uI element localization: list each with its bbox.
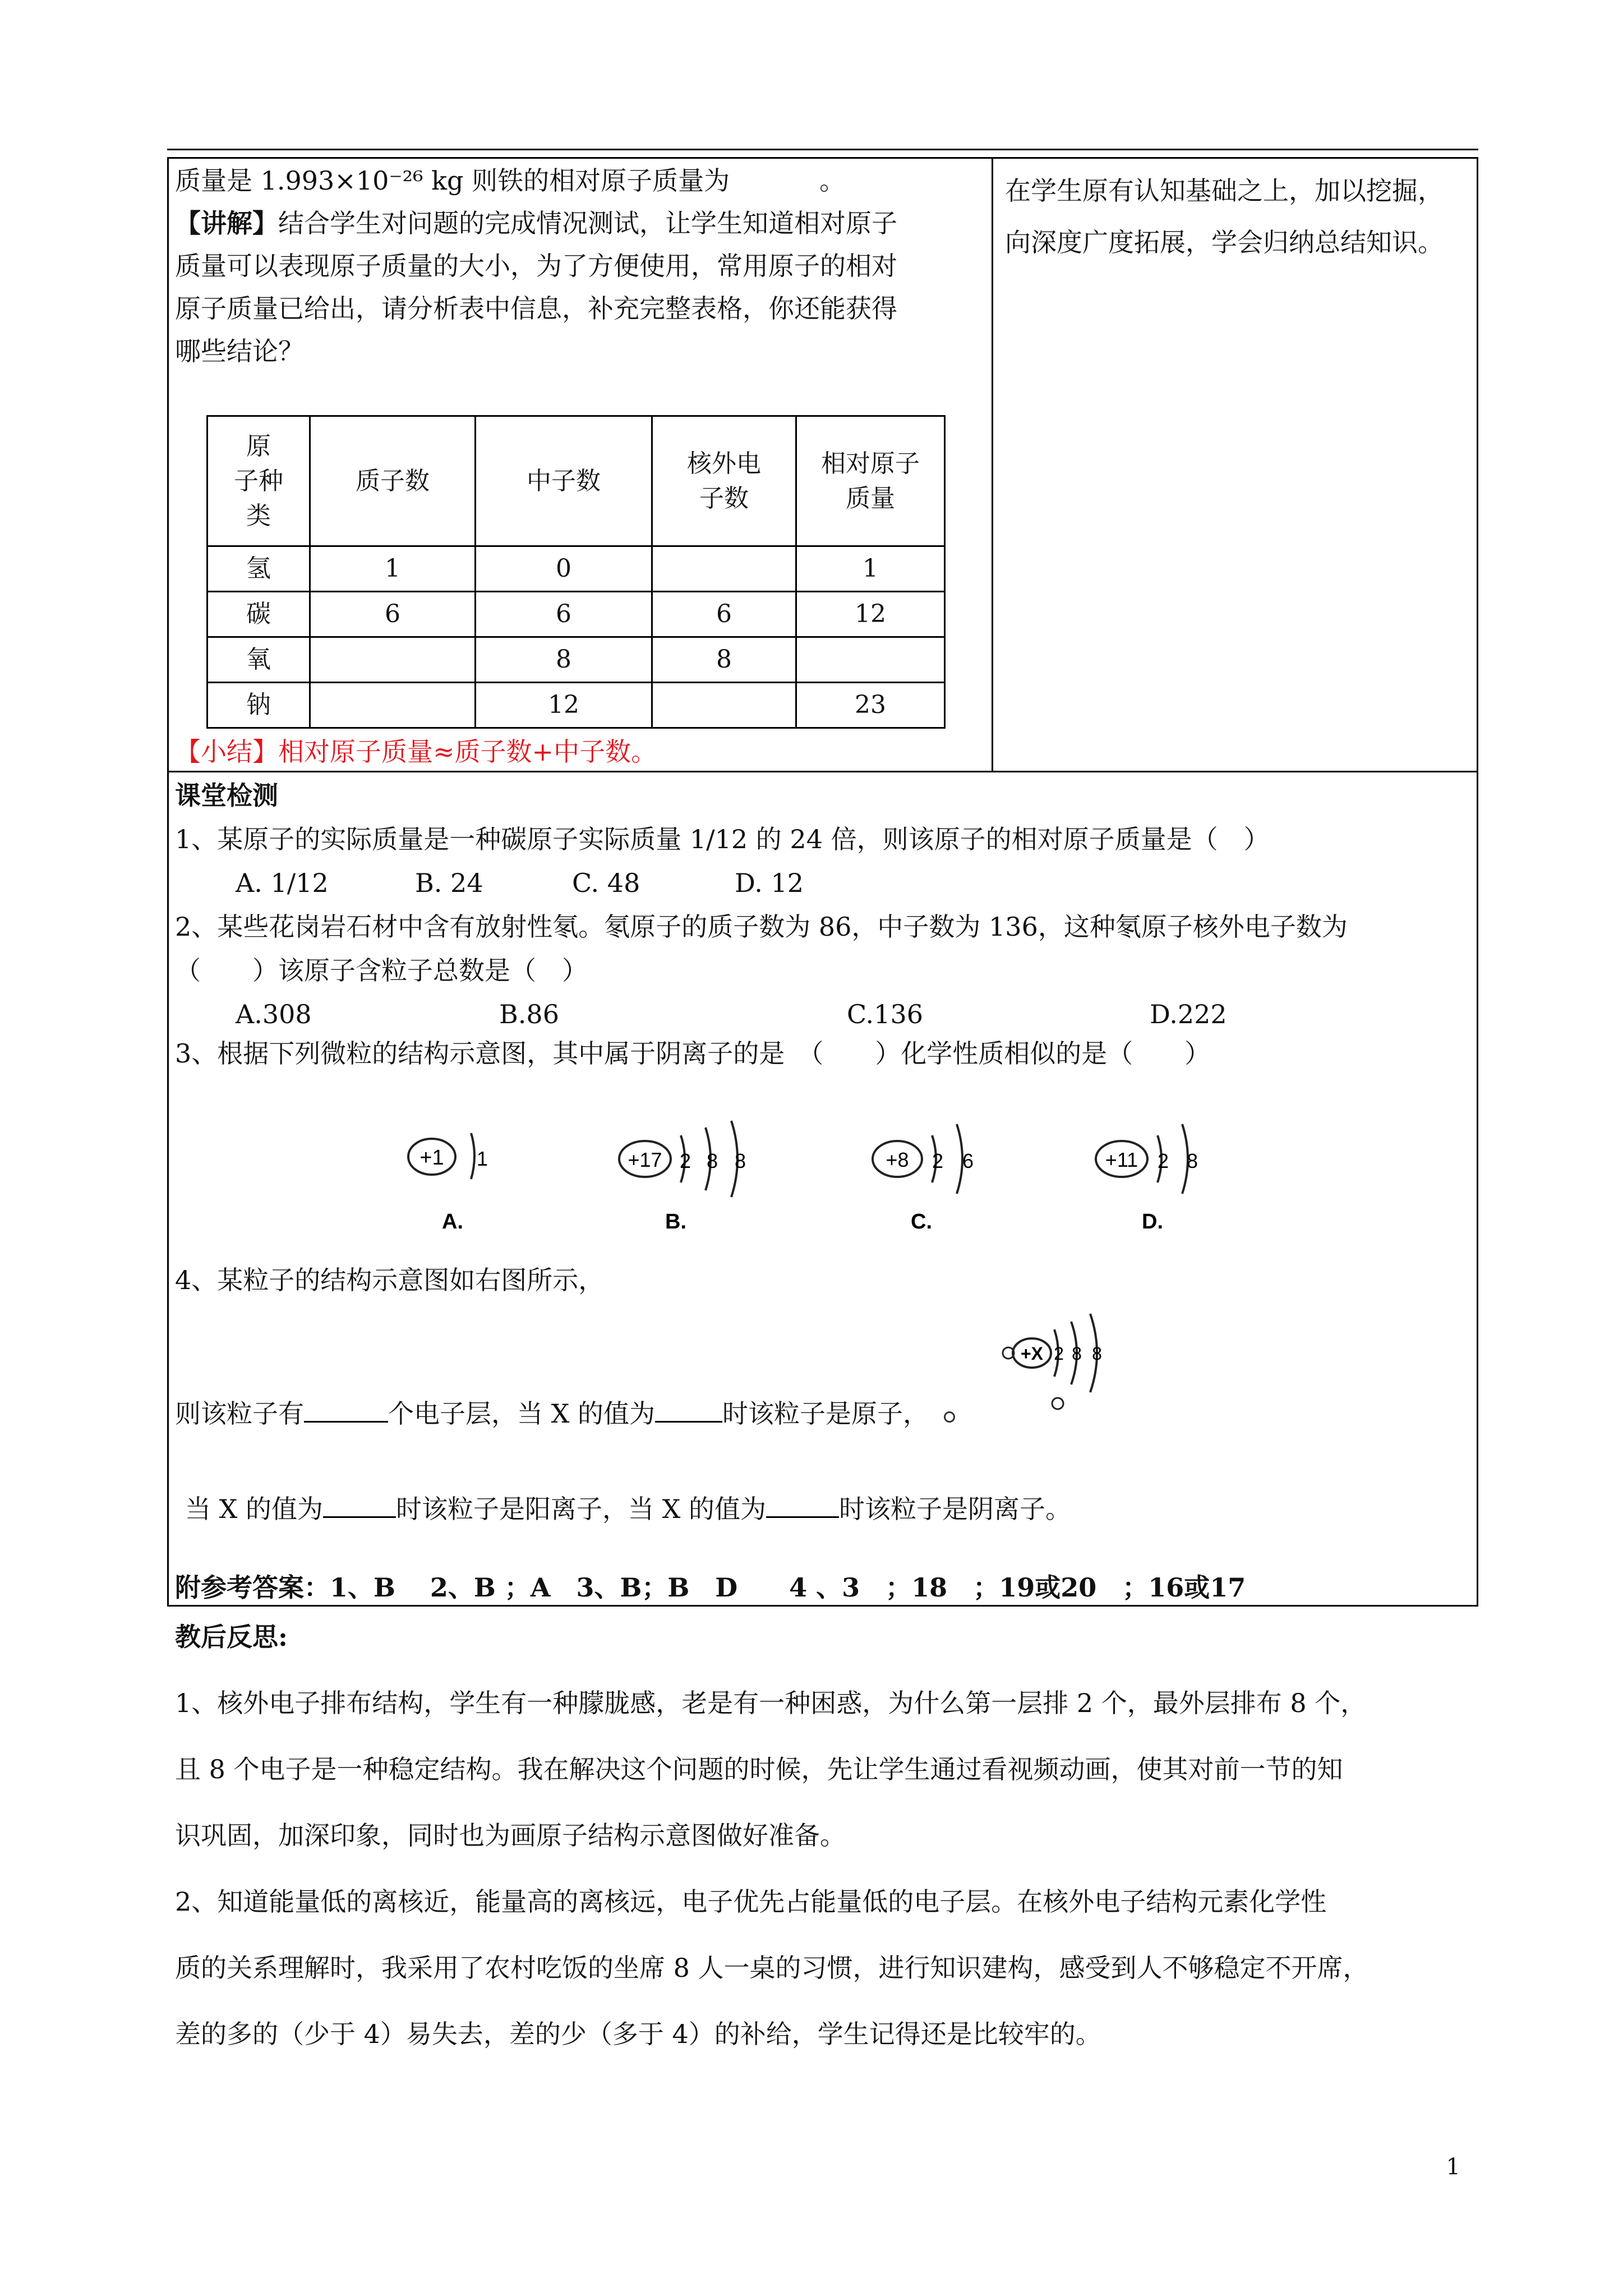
diagram-c-shell-1: 2 bbox=[932, 1149, 944, 1172]
table-cell bbox=[310, 683, 476, 728]
header-line: 子种 bbox=[234, 466, 283, 495]
intro-line1-text: 质量是 1.993×10⁻²⁶ kg 则铁的相对原子质量为 bbox=[175, 165, 730, 196]
table-header-row bbox=[208, 416, 945, 546]
diagram-a-nucleus: +1 bbox=[419, 1146, 444, 1170]
reflection-heading: 教后反思: bbox=[175, 1622, 288, 1652]
question-4-line1: 4、某粒子的结构示意图如右图所示， bbox=[175, 1265, 605, 1295]
question-2-option-d: D.222 bbox=[1150, 999, 1227, 1029]
blank-anion-x[interactable] bbox=[766, 1516, 839, 1518]
table-row bbox=[208, 683, 945, 728]
table-cell: 碳 bbox=[208, 592, 310, 637]
reflection-line5: 质的关系理解时，我采用了农村吃饭的坐席 8 人一桌的习惯，进行知识建构，感受到人不够稳定不开席， bbox=[175, 1953, 1369, 1983]
diagram-d-shell-1: 2 bbox=[1157, 1149, 1169, 1172]
atom-diagram-x bbox=[993, 1307, 1127, 1430]
header-cell-atom-type bbox=[208, 416, 310, 546]
diagram-d-nucleus: +11 bbox=[1105, 1148, 1138, 1171]
table-cell: 氢 bbox=[208, 546, 310, 592]
header-cell-electrons bbox=[652, 416, 796, 546]
quiz-heading: 课堂检测 bbox=[175, 780, 278, 811]
q4-line3-part-b: 时该粒子是阳离子，当 X 的值为 bbox=[396, 1494, 766, 1524]
diagram-c-shell-2: 6 bbox=[962, 1149, 974, 1172]
lecture-tag: 【讲解】 bbox=[175, 208, 278, 238]
question-2-line1: 2、某些花岗岩石材中含有放射性氡。氡原子的质子数为 86，中子数为 136，这种氡原子核外电子数为 bbox=[175, 912, 1348, 942]
table-row bbox=[208, 637, 945, 683]
atom-diagram-b bbox=[611, 1116, 780, 1240]
table-cell: 6 bbox=[310, 592, 476, 637]
table-cell bbox=[796, 637, 945, 683]
summary-line bbox=[175, 729, 657, 774]
question-2-option-a: A.308 bbox=[236, 999, 312, 1029]
reflection-line4: 2、知道能量低的离核近，能量高的离核远，电子优先占能量低的电子层。在核外电子结构元素化学性 bbox=[175, 1887, 1327, 1917]
table-cell: 1 bbox=[310, 546, 476, 592]
header-line: 质量 bbox=[846, 484, 895, 513]
small-circle-icon bbox=[944, 1411, 955, 1423]
table-cell: 23 bbox=[796, 683, 945, 728]
question-1-option-b: B. 24 bbox=[415, 868, 483, 898]
table-cell: 8 bbox=[476, 637, 652, 683]
blank-cation-x[interactable] bbox=[323, 1516, 396, 1518]
question-4-line3 bbox=[185, 1487, 1071, 1531]
reflection-line6: 差的多的（少于 4）易失去，差的少（多于 4）的补给，学生记得还是比较牢的。 bbox=[175, 2019, 1101, 2049]
header-line: 核外电 bbox=[687, 449, 761, 478]
diagram-a-shell-1: 1 bbox=[476, 1147, 488, 1170]
diagram-x-shell-2: 8 bbox=[1072, 1343, 1082, 1364]
header-cell-protons: 质子数 bbox=[310, 416, 476, 546]
lecture-line4: 哪些结论？ bbox=[175, 336, 304, 366]
question-4-line2 bbox=[175, 1391, 955, 1436]
table-row bbox=[208, 592, 945, 637]
header-cell-relative-mass bbox=[796, 416, 945, 546]
diagram-c-nucleus: +8 bbox=[886, 1148, 909, 1171]
answer-key: 附参考答案：1、B 2、B ；A 3、B；B D 4 、3 ；18 ；19或20 ；16或17 bbox=[175, 1572, 1246, 1603]
diagram-c-label: C. bbox=[911, 1210, 932, 1234]
lecture-line1 bbox=[175, 201, 897, 246]
table-cell: 1 bbox=[796, 546, 945, 592]
side-note-line2: 向深度广度拓展，学会归纳总结知识。 bbox=[1005, 227, 1444, 257]
diagram-d-label: D. bbox=[1142, 1210, 1163, 1234]
table-cell bbox=[652, 546, 796, 592]
blank-electron-layers[interactable] bbox=[304, 1421, 388, 1423]
diagram-b-shell-3: 8 bbox=[734, 1149, 746, 1172]
question-1-option-d: D. 12 bbox=[735, 868, 804, 898]
q4-line2-part-a: 则该粒子有 bbox=[175, 1398, 304, 1429]
diagram-a-label: A. bbox=[442, 1210, 463, 1234]
atom-diagram-a bbox=[404, 1116, 505, 1240]
quiz-section-frame bbox=[167, 771, 1478, 1607]
table-cell: 氧 bbox=[208, 637, 310, 683]
reflection-line1: 1、核外电子排布结构，学生有一种朦胧感，老是有一种困惑，为什么第一层排 2 个，最外层排布 8 个， bbox=[175, 1688, 1367, 1718]
diagram-b-shell-1: 2 bbox=[679, 1149, 691, 1172]
atom-diagram-c bbox=[864, 1116, 1009, 1240]
question-1: 1、某原子的实际质量是一种碳原子实际质量 1/12 的 24 倍，则该原子的相对原子质量是（ ） bbox=[175, 824, 1270, 854]
page-number: 1 bbox=[1446, 2154, 1460, 2180]
diagram-x-shell-3: 8 bbox=[1092, 1343, 1102, 1364]
column-divider bbox=[992, 157, 993, 772]
summary-text: 相对原子质量≈质子数+中子数。 bbox=[278, 737, 657, 767]
table-cell: 8 bbox=[652, 637, 796, 683]
diagram-x-nucleus: +X bbox=[1020, 1343, 1044, 1364]
question-2-line2: （ ）该原子含粒子总数是（ ） bbox=[175, 955, 588, 986]
table-cell bbox=[310, 637, 476, 683]
q4-line2-part-c: 时该粒子是原子， bbox=[722, 1398, 929, 1429]
header-line: 类 bbox=[246, 501, 271, 530]
summary-tag: 【小结】 bbox=[175, 737, 278, 767]
question-3: 3、根据下列微粒的结构示意图，其中属于阴离子的是 （ ）化学性质相似的是（ ） bbox=[175, 1038, 1211, 1069]
question-2-option-b: B.86 bbox=[499, 999, 559, 1029]
question-1-option-a: A. 1/12 bbox=[236, 868, 329, 898]
table-cell bbox=[652, 683, 796, 728]
diagram-d-shell-2: 8 bbox=[1186, 1149, 1198, 1172]
reflection-line2: 且 8 个电子是一种稳定结构。我在解决这个问题的时候，先让学生通过看视频动画，使其对前一节的知 bbox=[175, 1754, 1343, 1784]
blank-atom-x[interactable] bbox=[655, 1421, 722, 1423]
table-cell: 12 bbox=[476, 683, 652, 728]
diagram-b-shell-2: 8 bbox=[706, 1149, 718, 1172]
table-cell: 6 bbox=[476, 592, 652, 637]
atom-table bbox=[206, 415, 946, 729]
intro-line1-end: 。 bbox=[819, 165, 846, 196]
atom-diagram-d bbox=[1088, 1116, 1234, 1240]
lecture-line2: 质量可以表现原子质量的大小，为了方便使用，常用原子的相对 bbox=[175, 251, 897, 281]
header-line: 子数 bbox=[699, 484, 749, 513]
question-1-option-c: C. 48 bbox=[572, 868, 640, 898]
side-note-line1: 在学生原有认知基础之上，加以挖掘， bbox=[1005, 176, 1444, 206]
table-row bbox=[208, 546, 945, 592]
diagram-b-label: B. bbox=[665, 1210, 686, 1234]
question-2-option-c: C.136 bbox=[847, 999, 923, 1029]
q4-line3-part-a: 当 X 的值为 bbox=[185, 1494, 323, 1524]
table-cell: 钠 bbox=[208, 683, 310, 728]
diagram-b-nucleus: +17 bbox=[628, 1148, 662, 1171]
q4-line2-part-b: 个电子层，当 X 的值为 bbox=[388, 1398, 655, 1429]
header-rule bbox=[167, 149, 1478, 150]
header-line: 相对原子 bbox=[821, 449, 920, 478]
table-cell: 6 bbox=[652, 592, 796, 637]
intro-line1 bbox=[175, 158, 845, 203]
q4-line3-part-c: 时该粒子是阴离子。 bbox=[839, 1494, 1071, 1524]
header-line: 原 bbox=[246, 431, 271, 461]
lecture-line3: 原子质量已给出，请分析表中信息，补充完整表格，你还能获得 bbox=[175, 293, 897, 324]
header-cell-neutrons: 中子数 bbox=[476, 416, 652, 546]
reflection-line3: 识巩固，加深印象，同时也为画原子结构示意图做好准备。 bbox=[175, 1820, 846, 1851]
table-cell: 0 bbox=[476, 546, 652, 592]
lecture-text-1: 结合学生对问题的完成情况测试，让学生知道相对原子 bbox=[278, 208, 897, 238]
diagram-x-shell-1: 2 bbox=[1054, 1343, 1064, 1364]
table-cell: 12 bbox=[796, 592, 945, 637]
